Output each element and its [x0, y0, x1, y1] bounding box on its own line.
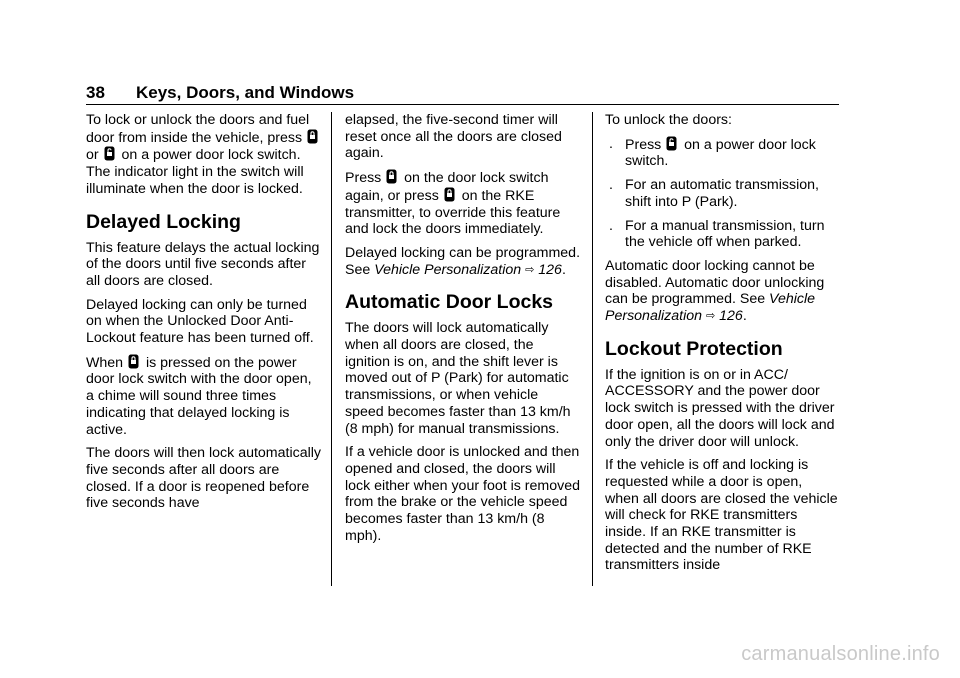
column-2 — [345, 112, 580, 551]
lock-key-icon — [307, 129, 318, 144]
xref-page[interactable]: 126 — [719, 308, 743, 325]
column-divider — [331, 112, 332, 586]
lock-key-icon — [444, 187, 455, 202]
paragraph: To lock or unlock the doors and fuel door from inside the vehicle, press or on a power door lock switch. The indicator light in the switch will illuminate when the door is locked. — [86, 112, 322, 198]
xref-link[interactable]: Vehicle Personalization — [374, 261, 522, 278]
paragraph: Delayed locking can only be turned on when the Unlocked Door Anti-Lockout feature has been turned off. — [86, 296, 314, 347]
lock-key-icon — [128, 354, 139, 369]
list-item: . For a manual transmission, turn the vehicle off when parked. — [609, 217, 825, 251]
paragraph: Press on the door lock switch again, or press on the RKE transmitter, to override this feature and lock the doors immediately. — [345, 170, 561, 238]
paragraph: If a vehicle door is unlocked and then opened and closed, the doors will lock either when your foot is removed from the brake or the vehicle speed becomes faster than 13 km/h (8 mph). — [345, 444, 580, 544]
xref-page[interactable]: 126 — [538, 261, 562, 278]
section-title: Keys, Doors, and Windows — [136, 83, 355, 102]
lock-key-icon — [386, 169, 397, 184]
paragraph: This feature delays the actual locking of the doors until five seconds after all doors are closed. — [86, 239, 320, 289]
paragraph: The doors will lock automatically when all doors are closed, the ignition is on, and the shift lever is moved out of P (Park) for automatic transmissions, or when vehicle speed becomes faster than 13 km/h (8 mph) for manual transmissions. — [345, 320, 571, 437]
bullet: . — [609, 217, 613, 234]
paragraph: When is pressed on the power door lock switch with the door open, a chime will sound three times indicating that delayed locking is active. — [86, 354, 312, 438]
paragraph: Delayed locking can be programmed. See Vehicle Personalization ⇨ 126. — [345, 244, 581, 278]
paragraph: elapsed, the five-second timer will reset once all the doors are closed again. — [345, 112, 562, 162]
paragraph: If the vehicle is off and locking is requested while a door is open, when all doors are closed the vehicle will check for RKE transmitters inside. If an RKE transmitter is detected and the number of RKE transmitters inside — [605, 457, 838, 574]
xref-arrow-icon: ⇨ — [705, 310, 716, 323]
heading-delayed-locking: Delayed Locking — [86, 210, 241, 233]
paragraph: If the ignition is on or in ACC/ ACCESSORY and the power door lock switch is pressed with the driver door open, all the doors will lock and only the driver door will unlock. — [605, 366, 835, 450]
paragraph: To unlock the doors: — [605, 112, 732, 128]
list-item: . For an automatic transmission, shift into P (Park). — [609, 177, 819, 210]
heading-automatic-door-locks: Automatic Door Locks — [345, 291, 554, 314]
paragraph: The doors will then lock automatically five seconds after all doors are closed. If a door is reopened before five seconds have — [86, 445, 321, 512]
page-number: 38 — [86, 83, 105, 102]
unlock-key-icon — [666, 136, 677, 151]
column-divider — [592, 112, 593, 586]
column-1 — [86, 112, 322, 519]
column-3 — [605, 112, 840, 581]
paragraph: Automatic door locking cannot be disabled. Automatic door unlocking can be programmed. See Vehicle Personalization ⇨ 126. — [605, 257, 825, 325]
xref-arrow-icon: ⇨ — [525, 263, 535, 276]
list-item: . Press on a power door lock switch. — [609, 135, 816, 170]
xref-link[interactable]: Vehicle Personalization — [605, 291, 816, 325]
watermark: carmanualsonline.info — [741, 643, 940, 665]
unlock-key-icon — [104, 146, 115, 161]
heading-lockout-protection: Lockout Protection — [605, 337, 783, 360]
page-header — [86, 83, 839, 105]
bullet: . — [609, 135, 613, 152]
bullet: . — [609, 177, 613, 194]
